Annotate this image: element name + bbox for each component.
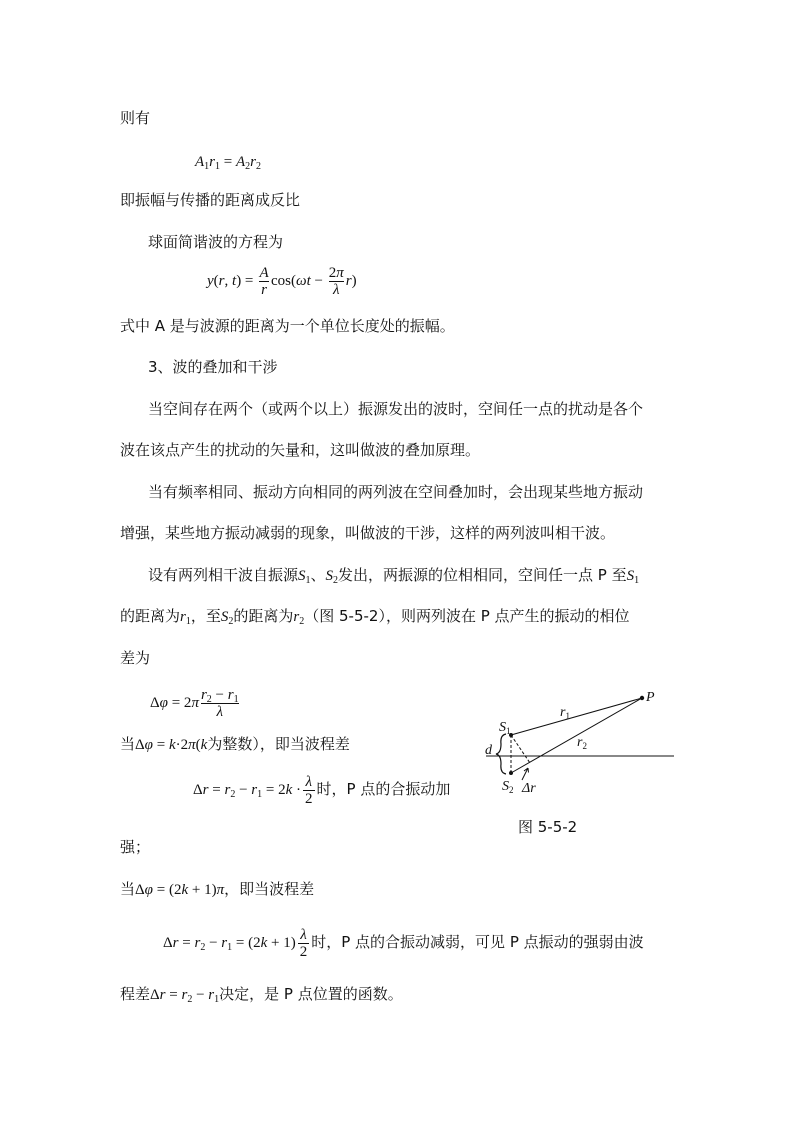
- text-line: 球面简谐波的方程为: [148, 233, 284, 251]
- label-d: d: [485, 743, 492, 758]
- text-line: 增强，某些地方振动减弱的现象，叫做波的干涉，这样的两列波叫相干波。: [120, 524, 616, 542]
- text-line: 则有: [120, 109, 151, 127]
- text-line: 式中 A 是与波源的距离为一个单位长度处的振幅。: [120, 317, 455, 335]
- formula-constructive: $\Delta r = r_2 - r_1 = 2k$ · $\frac{\lambda}{2}$ 时，P 点的合振动加: [193, 774, 451, 808]
- text-line: 即振幅与传播的距离成反比: [120, 191, 301, 209]
- label-p: P: [646, 690, 655, 705]
- text-line: 设有两列相干波自振源$S_1$、$S_2$发出，两振源的位相相同，空间任一点 P 至$S_1$: [148, 566, 640, 586]
- section-heading: 3、波的叠加和干涉: [148, 358, 278, 376]
- text-line: 的距离为$r_1$，至$S_2$的距离为$r_2$（图 5-5-2），则两列波在 P 点产生的振动的相位: [120, 607, 630, 627]
- label-s2: $S_2$: [502, 779, 514, 795]
- text-line: 波在该点产生的扰动的矢量和，这叫做波的叠加原理。: [120, 441, 481, 459]
- delta-r-arrow: [522, 768, 529, 780]
- point-p: [640, 696, 644, 700]
- formula-phase-difference: Δφ = 2π $\frac{r_2 - r_1}{\lambda}$: [150, 687, 239, 721]
- label-r1: $r_1$: [560, 705, 570, 721]
- brace: [496, 734, 506, 774]
- text-line: 当Δφ = k·2π(k为整数），即当波程差: [120, 735, 350, 753]
- label-s1: $S_1$: [499, 720, 511, 736]
- text-line: 强；: [120, 838, 151, 856]
- text-line: 当Δφ = (2k + 1)π，即当波程差: [120, 880, 315, 898]
- label-r2: $r_2$: [577, 735, 587, 751]
- formula-spherical-wave: y(r, t) = $\frac{A}{r}$ cos(ωt − $\frac{2\pi}{\lambda}$ r): [207, 265, 357, 299]
- ray-r1: [511, 698, 642, 735]
- formula-amplitude-ratio: $A_1r_1 = A_2r_2$: [195, 154, 261, 172]
- text-line: 程差$\Delta r = r_2 - r_1$决定，是 P 点位置的函数。: [120, 985, 403, 1005]
- text-line: 差为: [120, 649, 151, 667]
- label-delta-r: Δr: [522, 781, 536, 796]
- figure-caption: 图 5-5-2: [518, 818, 578, 836]
- text-line: 当空间存在两个（或两个以上）振源发出的波时，空间任一点的扰动是各个: [148, 400, 644, 418]
- interference-diagram: [478, 688, 678, 803]
- formula-destructive: $\Delta r = r_2 - r_1 = (2k + 1)$ $\frac{\lambda}{2}$ 时，P 点的合振动减弱，可见 P 点振动的强弱由波: [163, 927, 644, 961]
- text-line: 当有频率相同、振动方向相同的两列波在空间叠加时，会出现某些地方振动: [148, 483, 644, 501]
- path-difference-line: [511, 735, 530, 763]
- point-s2: [509, 771, 513, 775]
